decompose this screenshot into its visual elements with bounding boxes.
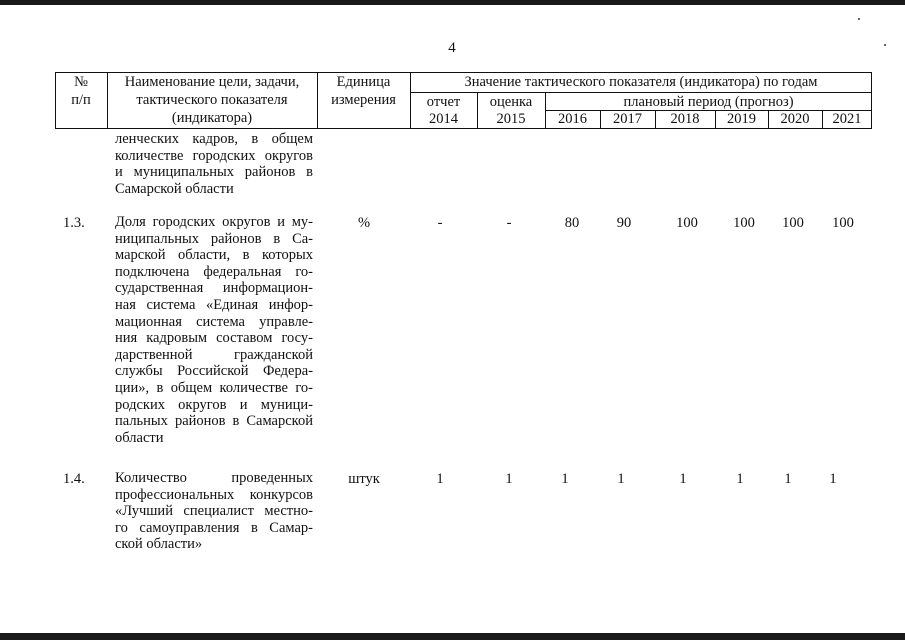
header-year-2021: 2021 — [832, 111, 862, 127]
text-line: родских округов и муници- — [115, 396, 313, 413]
header-rule-bottom — [55, 128, 872, 129]
header-year-2017: 2017 — [613, 111, 642, 127]
value-2019: 100 — [733, 215, 755, 231]
header-num-line1: № — [74, 74, 88, 90]
value-2014: - — [437, 215, 443, 231]
scan-border-bottom — [0, 633, 905, 640]
text-line: количестве городских округов — [115, 147, 313, 164]
unit-cell: штук — [348, 471, 380, 487]
text-line: пальных районов в Самарской — [115, 413, 313, 430]
value-2015: - — [506, 215, 512, 231]
unit-cell: % — [357, 215, 371, 231]
header-estimate-label: оценка — [489, 94, 533, 110]
header-name-line1: Наименование цели, задачи, — [124, 74, 300, 90]
scan-speck — [858, 18, 860, 20]
value-2016: 1 — [561, 471, 569, 487]
text-line: Количество проведенных — [115, 470, 313, 486]
header-rule-top — [55, 72, 872, 73]
value-2017: 90 — [616, 215, 632, 231]
header-year-2016: 2016 — [558, 111, 587, 127]
indicator-name — [115, 214, 313, 446]
value-2021: 1 — [829, 471, 837, 487]
value-2018: 1 — [679, 471, 687, 487]
text-line: дарственной гражданской — [115, 346, 313, 363]
value-2019: 1 — [736, 471, 744, 487]
header-year-2018: 2018 — [670, 111, 700, 127]
row-number: 1.3. — [63, 215, 85, 231]
value-2014: 1 — [436, 471, 444, 487]
header-unit-line1: Единица — [336, 74, 391, 90]
value-2018: 100 — [676, 215, 698, 231]
text-line: и муниципальных районов в — [115, 164, 313, 181]
value-2016: 80 — [564, 215, 580, 231]
value-2020: 100 — [782, 215, 804, 231]
header-values-title: Значение тактического показателя (индикатора) по годам — [464, 74, 818, 90]
header-report-label: отчет — [426, 94, 461, 110]
text-line: Самарской области — [115, 180, 234, 197]
header-num-line2: п/п — [71, 92, 91, 108]
scan-border-top — [0, 0, 905, 5]
header-estimate-year: 2015 — [496, 111, 526, 127]
indicator-name — [115, 470, 313, 553]
value-2020: 1 — [784, 471, 792, 487]
text-line: службы Российской Федера- — [115, 363, 313, 380]
header-rule-values-mid — [410, 92, 872, 93]
value-2017: 1 — [617, 471, 625, 487]
header-report-year: 2014 — [429, 111, 458, 127]
text-line: ской области» — [115, 536, 203, 553]
continuation-text — [115, 131, 313, 197]
header-planned-period: плановый период (прогноз) — [623, 94, 794, 110]
header-name-line2: тактического показателя — [136, 92, 288, 108]
value-2015: 1 — [505, 471, 513, 487]
scan-speck — [884, 44, 886, 46]
text-line: ции», в общем количестве го- — [115, 379, 313, 396]
text-line: Доля городских округов и му- — [115, 214, 313, 230]
header-name-line3: (индикатора) — [171, 110, 253, 126]
text-line: го самоуправления в Самар- — [115, 519, 313, 536]
text-line: мационная система управле- — [115, 313, 313, 330]
header-unit-line2: измерения — [331, 92, 396, 108]
text-line: сударственная информацион- — [115, 280, 313, 297]
header-year-2020: 2020 — [780, 111, 810, 127]
text-line: области — [115, 429, 164, 446]
value-2021: 100 — [832, 215, 854, 231]
page-number: 4 — [448, 40, 456, 56]
text-line: ния кадровым составом госу- — [115, 330, 313, 347]
text-line: марской области, в которых — [115, 247, 313, 264]
text-line: подключена федеральная го- — [115, 263, 313, 280]
text-line: ниципальных районов в Са- — [115, 230, 313, 247]
row-number: 1.4. — [63, 471, 85, 487]
text-line: «Лучший специалист местно- — [115, 503, 313, 520]
text-line: ленческих кадров, в общем — [115, 131, 313, 147]
text-line: профессиональных конкурсов — [115, 486, 313, 503]
header-year-2019: 2019 — [727, 111, 756, 127]
text-line: ная система «Единая инфор- — [115, 296, 313, 313]
